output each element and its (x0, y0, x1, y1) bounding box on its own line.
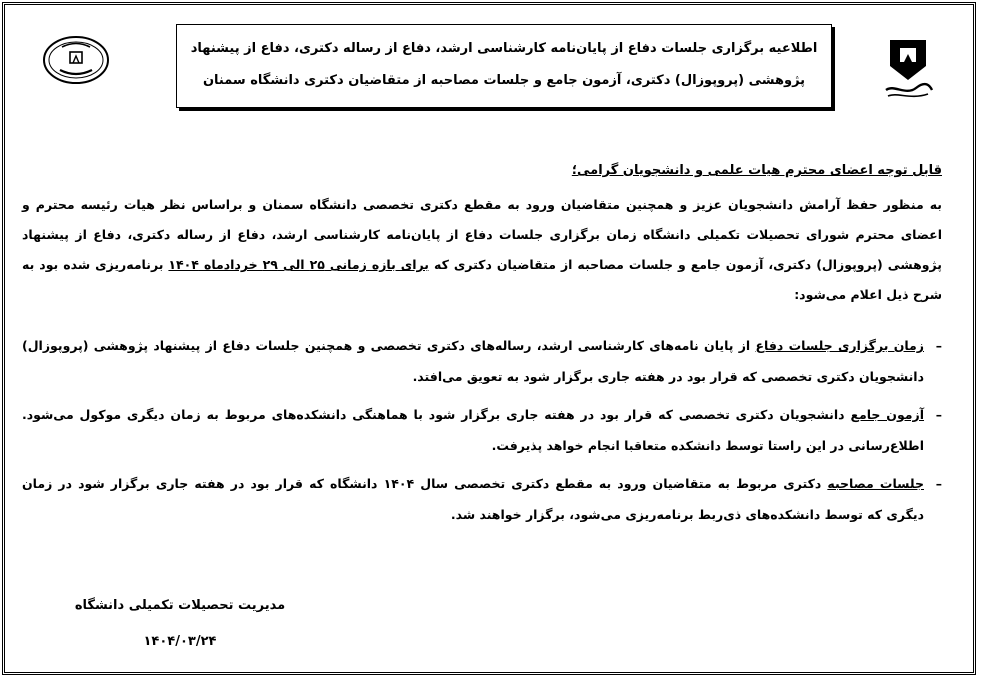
date-range-highlight: برای بازه زمانی ۲۵ الی ۲۹ خردادماه ۱۴۰۴ (168, 257, 429, 272)
bullet-dash: – (935, 338, 942, 353)
item-heading: آزمون جامع (850, 407, 925, 422)
list-item-comprehensive-exam (22, 399, 942, 461)
announcement-body (22, 156, 942, 537)
bullet-dash: – (935, 476, 942, 491)
signature-date: ۱۴۰۴/۰۳/۲۴ (143, 634, 217, 649)
item-heading: جلسات مصاحبه (827, 476, 924, 491)
announcement-list (22, 330, 942, 530)
intro-text-1: به منظور حفظ آرامش دانشجویان عزیز و همچنین متقاضیان ورود به مقطع دکتری تخصصی دانشگاه سمنان و براساس نظر هیات رئیسه محترم و اعضای محترم شورای تحصیلات تکمیلی دانشگاه زمان برگزاری جلسات دفاع از پایان‌نامه کارشناسی ارشد، دفاع از رساله دکتری، دفاع از پیشنهاد پژوهشی (پروپوزال) دکتری، آزمون جامع و جلسات مصاحبه از متقاضیان دکتری که (22, 197, 942, 272)
title-line-1: اطلاعیه برگزاری جلسات دفاع از پایان‌نامه کارشناسی ارشد، دفاع از رساله دکتری، دفاع از پیشنهاد (190, 41, 818, 56)
intro-text-2: برنامه‌ریزی شده بود به شرح ذیل اعلام می‌شود: (22, 257, 942, 302)
item-text: از پایان نامه‌های کارشناسی ارشد، رساله‌های دکتری تخصصی و همچنین جلسات دفاع از پیشنهاد پژوهشی (پروپوزال) دانشجویان دکتری تخصصی که قرار بود در هفته جاری برگزار شود به تعویق می‌افتد. (22, 338, 924, 384)
item-text: دکتری مربوط به متقاضیان ورود به مقطع دکتری تخصصی سال ۱۴۰۴ دانشگاه که قرار بود در هفته جاری برگزار شود در زمان دیگری که توسط دانشکده‌های ذی‌ربط برنامه‌ریزی می‌شود، برگزار خواهند شد. (22, 476, 924, 522)
item-heading: زمان برگزاری جلسات دفاع (755, 338, 924, 353)
list-item-defense (22, 330, 942, 392)
signature-block (40, 588, 320, 660)
title-line-2: پژوهشی (پروپوزال) دکتری، آزمون جامع و جلسات مصاحبه از متقاضیان دکتری دانشگاه سمنان (202, 73, 806, 88)
graduate-studies-seal (42, 34, 110, 86)
university-logo (876, 36, 940, 104)
salutation: قابل توجه اعضای محترم هیات علمی و دانشجویان گرامی؛ (571, 163, 942, 178)
signature-office: مدیریت تحصیلات تکمیلی دانشگاه (74, 598, 286, 613)
intro-paragraph (22, 190, 942, 310)
announcement-title-box (176, 24, 832, 108)
list-item-interviews (22, 468, 942, 530)
item-text: دانشجویان دکتری تخصصی که قرار بود در هفته جاری برگزار شود با هماهنگی دانشکده‌های مربوط به زمان دیگری موکول می‌شود. اطلاع‌رسانی در این راستا توسط دانشکده متعاقبا انجام خواهد پذیرفت. (22, 407, 924, 453)
bullet-dash: – (935, 407, 942, 422)
